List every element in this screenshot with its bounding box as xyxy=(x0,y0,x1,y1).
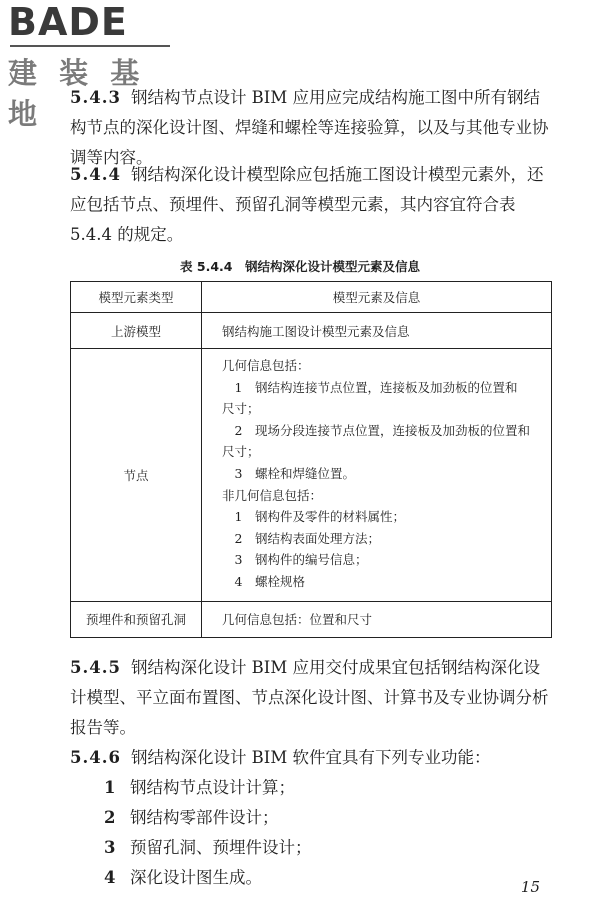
info-line: 尺寸； xyxy=(222,401,260,417)
logo-text-cn: 建 装 基 地 xyxy=(8,56,146,131)
row-info: 几何信息包括：位置和尺寸 xyxy=(202,601,552,637)
list-item xyxy=(104,803,279,833)
clause-text: 钢结构节点设计 BIM 应用应完成结构施工图中所有钢结构节点的深化设计图、焊缝和螺栓等连接验算，以及与其他专业协调等内容。 xyxy=(70,88,549,167)
info-line: 2 现场分段连接节点位置，连接板及加劲板的位置和 xyxy=(222,422,530,438)
table-header-row xyxy=(71,282,552,313)
clause-number: 5.4.3 xyxy=(70,88,121,107)
list-item-text: 钢结构节点设计计算； xyxy=(130,778,295,797)
row-type: 节点 xyxy=(71,349,202,602)
list-item-text: 钢结构零部件设计； xyxy=(130,808,279,827)
list-item-text: 深化设计图生成。 xyxy=(130,868,262,887)
clause-number: 5.4.5 xyxy=(70,658,121,677)
header-type: 模型元素类型 xyxy=(71,282,202,313)
info-line: 4 螺栓规格 xyxy=(222,573,305,589)
list-item xyxy=(104,833,312,863)
clause-number: 5.4.4 xyxy=(70,165,121,184)
list-item-text: 预留孔洞、预埋件设计； xyxy=(130,838,312,857)
list-item-number: 2 xyxy=(104,808,116,827)
info-line: 1 钢构件及零件的材料属性； xyxy=(222,509,405,525)
clause-5-4-4 xyxy=(70,160,550,250)
list-item-number: 1 xyxy=(104,778,116,797)
row-type: 上游模型 xyxy=(71,313,202,349)
table-row xyxy=(71,601,552,637)
table-row xyxy=(71,349,552,602)
info-line: 3 钢构件的编号信息； xyxy=(222,552,368,568)
info-line: 2 钢结构表面处理方法； xyxy=(222,530,380,546)
logo-divider xyxy=(10,45,170,47)
clause-number: 5.4.6 xyxy=(70,748,121,767)
clause-text: 钢结构深化设计 BIM 软件宜具有下列专业功能： xyxy=(130,748,491,767)
header-info: 模型元素及信息 xyxy=(202,282,552,313)
table-row xyxy=(71,313,552,349)
row-info: 钢结构施工图设计模型元素及信息 xyxy=(202,313,552,349)
list-item xyxy=(104,863,262,893)
row-type: 预埋件和预留孔洞 xyxy=(71,601,202,637)
row-info xyxy=(202,349,552,602)
clause-5-4-6 xyxy=(70,743,550,773)
model-element-table xyxy=(70,281,552,638)
info-line: 1 钢结构连接节点位置，连接板及加劲板的位置和 xyxy=(222,379,518,395)
info-line: 几何信息包括： xyxy=(222,358,310,373)
page-number: 15 xyxy=(520,878,540,896)
clause-5-4-5 xyxy=(70,653,550,743)
list-item-number: 3 xyxy=(104,838,116,857)
info-line: 3 螺栓和焊缝位置。 xyxy=(222,465,355,481)
list-item-number: 4 xyxy=(104,868,116,887)
clause-text: 钢结构深化设计模型除应包括施工图设计模型元素外，还应包括节点、预埋件、预留孔洞等模型元素，其内容宜符合表 5.4.4 的规定。 xyxy=(70,165,544,244)
list-item xyxy=(104,773,295,803)
table-caption: 表 5.4.4 钢结构深化设计模型元素及信息 xyxy=(180,259,420,274)
info-line: 尺寸； xyxy=(222,444,260,460)
logo-text-en: BADE xyxy=(8,0,128,44)
clause-text: 钢结构深化设计 BIM 应用交付成果宜包括钢结构深化设计模型、平立面布置图、节点深化设计图、计算书及专业协调分析报告等。 xyxy=(70,658,549,737)
info-line: 非几何信息包括： xyxy=(222,487,323,503)
